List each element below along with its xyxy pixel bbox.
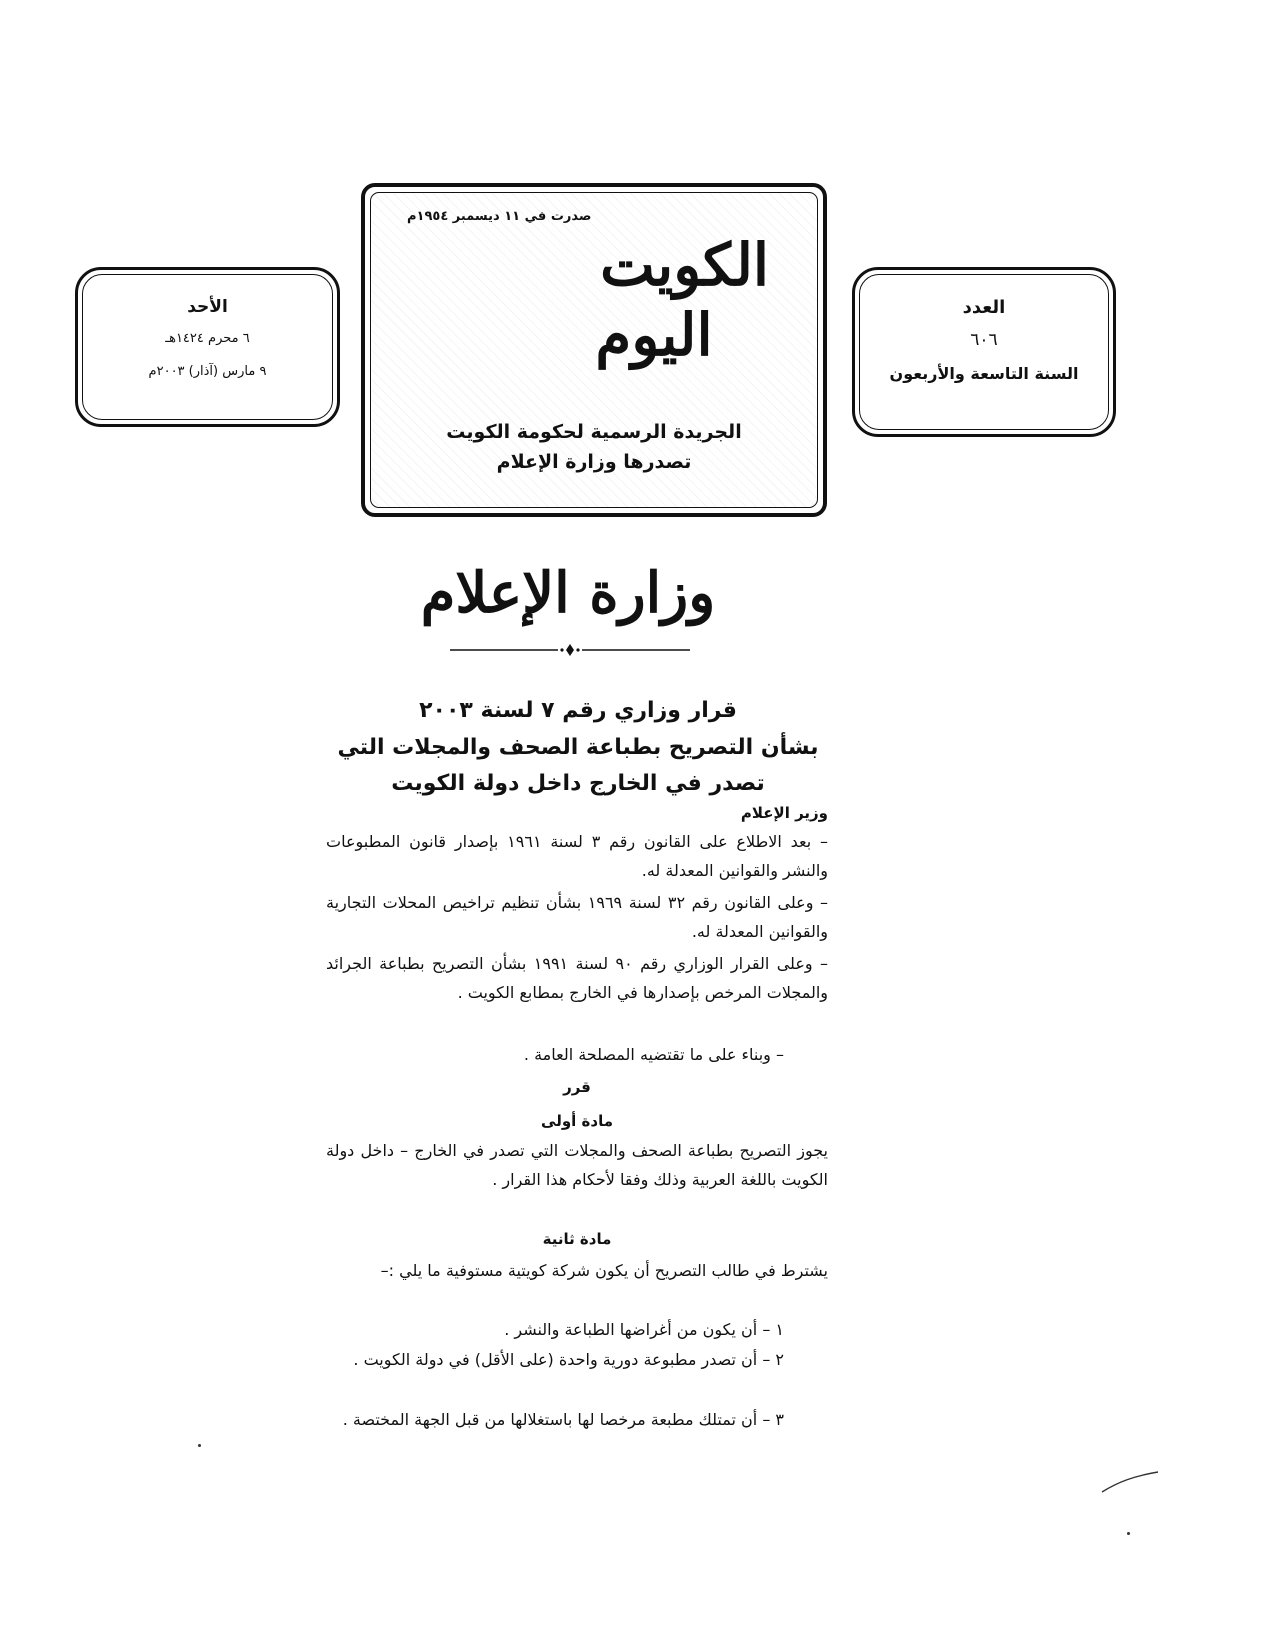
preamble-item: – وبناء على ما تقتضيه المصلحة العامة . — [523, 1045, 784, 1064]
decision-subject-line1: بشأن التصريح بطباعة الصحف والمجلات التي — [337, 735, 819, 760]
condition-item: ٢ – أن تصدر مطبوعة دورية واحدة (على الأقل) في دولة الكويت . — [353, 1350, 784, 1369]
preamble-item: – بعد الاطلاع على القانون رقم ٣ لسنة ١٩٦١ بإصدار قانون المطبوعات والنشر والقوانين المعدلة له. — [326, 832, 828, 880]
article2-title: مادة ثانية — [542, 1230, 612, 1248]
issue-box — [852, 267, 1116, 437]
scan-speck — [198, 1444, 201, 1447]
decided-heading: قرر — [563, 1078, 591, 1096]
issue-number: ٦٠٦ — [970, 330, 998, 350]
masthead-publisher: تصدرها وزارة الإعلام — [496, 451, 692, 473]
article1-title: مادة أولى — [541, 1112, 613, 1130]
newspaper-title-line1: الكويت — [600, 231, 769, 299]
day-name: الأحد — [187, 297, 228, 317]
hijri-date: ٦ محرم ١٤٢٤هـ — [165, 331, 250, 346]
issue-year: السنة التاسعة والأربعون — [889, 364, 1079, 383]
masthead — [361, 183, 827, 517]
ornament-divider — [450, 643, 690, 657]
issuer: وزير الإعلام — [740, 804, 828, 822]
preamble-item: – وعلى القرار الوزاري رقم ٩٠ لسنة ١٩٩١ بشأن التصريح بطباعة الجرائد والمجلات المرخص بإصدارها في الخارج بمطابع الكويت . — [326, 954, 829, 1002]
preamble-item: – وعلى القانون رقم ٣٢ لسنة ١٩٦٩ بشأن تنظيم تراخيص المحلات التجارية والقوانين المعدلة له. — [326, 893, 829, 941]
pen-mark — [1100, 1466, 1160, 1496]
condition-item: ١ – أن يكون من أغراضها الطباعة والنشر . — [504, 1320, 784, 1339]
decision-subject-line2: تصدر في الخارج داخل دولة الكويت — [391, 771, 765, 796]
masthead-subtitle: الجريدة الرسمية لحكومة الكويت — [446, 421, 742, 443]
decision-title: قرار وزاري رقم ٧ لسنة ٢٠٠٣ — [419, 698, 737, 723]
established-date: صدرت في ١١ ديسمبر ١٩٥٤م — [407, 209, 592, 224]
ministry-header: وزارة الإعلام — [420, 560, 716, 626]
article2-text: يشترط في طالب التصريح أن يكون شركة كويتية مستوفية ما يلي :– — [380, 1261, 828, 1280]
condition-item: ٣ – أن تمتلك مطبعة مرخصا لها باستغلالها من قبل الجهة المختصة . — [342, 1410, 784, 1429]
article1-text: يجوز التصريح بطباعة الصحف والمجلات التي تصدر في الخارج – داخل دولة الكويت باللغة العربية وذلك وفقا لأحكام هذا القرار . — [326, 1141, 828, 1189]
issue-label: العدد — [962, 297, 1006, 318]
newspaper-title-line2: اليوم — [595, 301, 713, 369]
gregorian-date: ٩ مارس (آذار) ٢٠٠٣م — [148, 364, 267, 379]
scan-speck — [1127, 1532, 1130, 1535]
date-box — [75, 267, 340, 427]
